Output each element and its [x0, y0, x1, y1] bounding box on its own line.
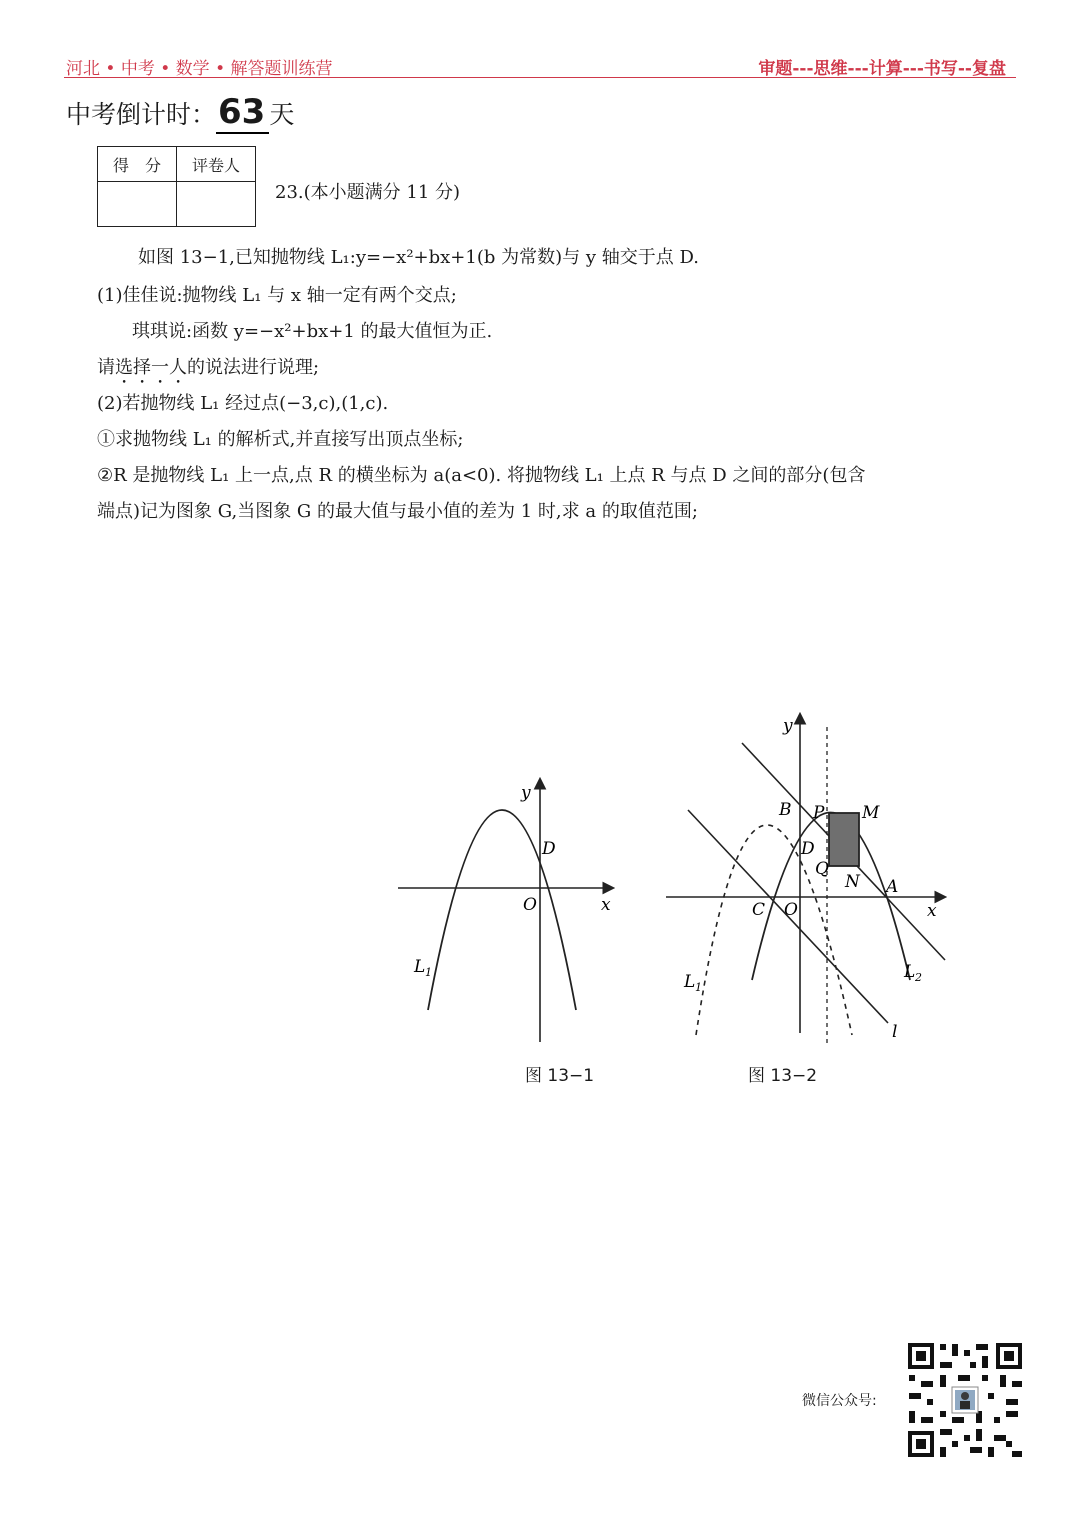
part1-jiajia: (1)佳佳说:抛物线 L₁ 与 x 轴一定有两个交点;: [97, 285, 457, 306]
fig1-label-o: O: [523, 895, 537, 915]
header-left: 河北 • 中考 • 数学 • 解答题训练营: [66, 59, 333, 79]
countdown-prefix: 中考倒计时：: [66, 100, 217, 129]
fig2-label-n: N: [845, 872, 860, 892]
wechat-label: 微信公众号:: [802, 1393, 877, 1409]
fig2-label-x: x: [927, 901, 937, 921]
figure-13-1: [390, 770, 630, 1050]
instruction-dotted: 选择一人: [115, 357, 187, 378]
fig2-label-q: Q: [815, 859, 829, 879]
score-cell[interactable]: [98, 182, 177, 227]
question-intro: 如图 13−1,已知抛物线 L₁:y=−x²+bx+1(b 为常数)与 y 轴交于点 D.: [138, 247, 699, 268]
grader-header: 评卷人: [177, 147, 256, 182]
countdown: [66, 92, 294, 132]
fig1-label-l1: L: [414, 957, 426, 977]
fig2-label-d: D: [801, 839, 815, 859]
fig2-label-y: y: [783, 716, 793, 736]
part2-sub2-line2: 端点)记为图象 G,当图象 G 的最大值与最小值的差为 1 时,求 a 的取值范围;: [97, 501, 698, 522]
fig1-label-y: y: [521, 783, 531, 803]
header-rule: [64, 77, 1016, 78]
qr-code-icon[interactable]: [905, 1340, 1025, 1460]
part2-sub2-line1: ②R 是抛物线 L₁ 上一点,点 R 的横坐标为 a(a<0). 将抛物线 L₁ 上点 R 与点 D 之间的部分(包含: [97, 465, 866, 486]
fig2-label-o: O: [784, 900, 798, 920]
fig2-label-b: B: [779, 800, 792, 820]
fig1-label-d: D: [542, 839, 556, 859]
part2-given: (2)若抛物线 L₁ 经过点(−3,c),(1,c).: [97, 393, 389, 414]
countdown-days: 63: [216, 92, 269, 134]
fig2-label-l1-sub: 1: [695, 981, 702, 994]
figure-13-2-caption: 图 13−2: [748, 1066, 818, 1086]
part1-instruction: [97, 353, 319, 388]
fig1-label-x: x: [601, 895, 611, 915]
fig2-rectangle-pmnq: [829, 813, 859, 866]
fig2-label-l: l: [892, 1022, 898, 1042]
part1-qiqi: 琪琪说:函数 y=−x²+bx+1 的最大值恒为正.: [132, 321, 493, 342]
part2-sub1: ①求抛物线 L₁ 的解析式,并直接写出顶点坐标;: [97, 429, 464, 450]
question-title: 23.(本小题满分 11 分): [275, 182, 461, 203]
header-right: 审题---思维---计算---书写--复盘: [758, 59, 1006, 79]
fig2-label-a: A: [886, 877, 899, 897]
grader-cell[interactable]: [177, 182, 256, 227]
figure-13-2: [660, 705, 960, 1050]
instruction-b: 的说法进行说理;: [187, 357, 320, 378]
fig2-label-l2-sub: 2: [915, 971, 922, 984]
fig2-label-m: M: [862, 803, 880, 823]
score-header: 得 分: [98, 147, 177, 182]
instruction-a: 请: [97, 357, 115, 378]
fig2-label-l1: L: [684, 972, 696, 992]
score-table: [97, 146, 256, 227]
fig2-label-l2: L: [904, 962, 916, 982]
fig2-label-c: C: [752, 900, 766, 920]
countdown-suffix: 天: [269, 100, 295, 129]
fig1-label-l1-sub: 1: [425, 966, 432, 979]
fig2-label-p: P: [813, 803, 825, 823]
figure-13-1-caption: 图 13−1: [525, 1066, 595, 1086]
